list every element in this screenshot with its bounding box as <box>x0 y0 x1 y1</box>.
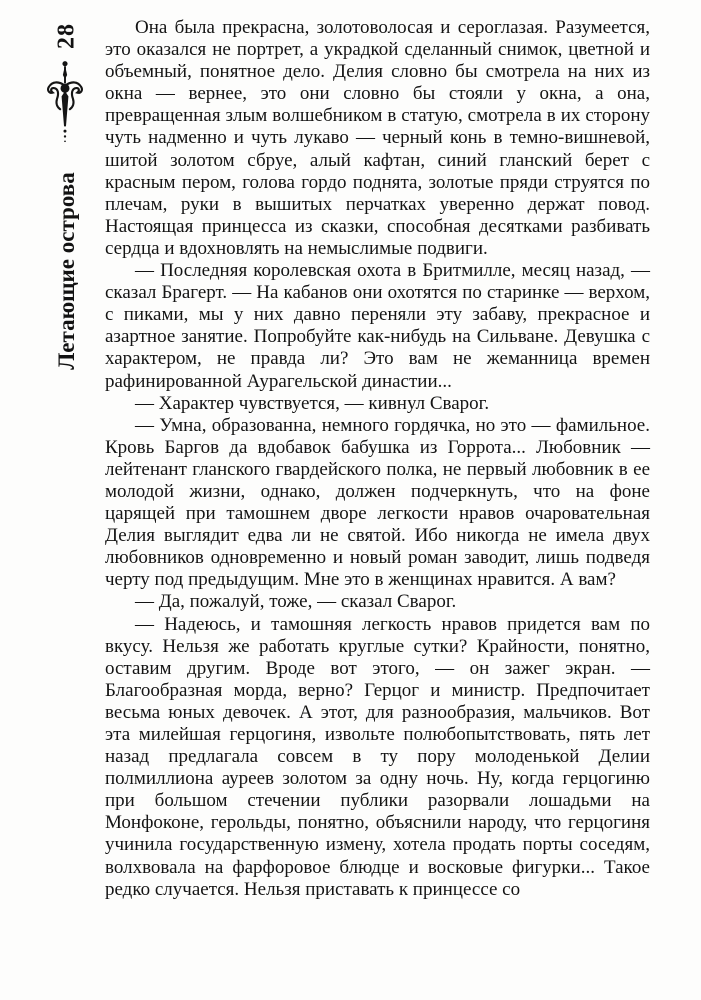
paragraph: — Умна, образованна, немного гордячка, но это — фамильное. Кровь Баргов да вдобавок бабушка из Горрота... Любовник — лейтенант гланского гвардейского полка, не первый любовник в ее молодой жизни, однако, должен подчеркнуть, что на фоне царящей при тамошнем дворе легкости нравов очаровательная Делия выглядит едва ли не святой. Ибо никогда не имела двух любовников одновременно и новый роман заводит, лишь подведя черту под предыдущим. Мне это в женщинах нравится. А вам? <box>105 414 650 591</box>
page-number: 28 <box>53 23 80 49</box>
paragraph: — Да, пожалуй, тоже, — сказал Сварог. <box>135 591 457 613</box>
paragraph: — Надеюсь, и тамошняя легкость нравов придется вам по вкусу. Нельзя же работать круглые сутки? Крайности, понятно, оставим другим. Вроде вот этого, — он зажег экран. — Благообразная морда, верно? Герцог и министр. Предпочитает весьма юных девочек. А этот, для разнообразия, мальчиков. Вот эта милейшая герцогиня, извольте полюбопытствовать, пять лет назад предлагала совсем в ту пору молоденькой Делии полмиллиона ауреев золотом за одну ночь. Ну, когда герцогиню при большом стечении публики разорвали лошадьми на Монфоконе, герольды, понятно, объяснили народу, что герцогиня учинила государственную измену, хотела продать порты соседям, волхвовала на фарфоровое блюдце и восковые фигурки... Такое редко случается. Нельзя приставать к принцессе со <box>105 613 650 900</box>
left-margin <box>0 0 100 1000</box>
running-title: Летающие острова <box>54 172 79 370</box>
dagger-ornament-icon <box>42 60 88 152</box>
paragraph: Она была прекрасна, золотоволосая и сероглазая. Разумеется, это оказался не портрет, а украдкой сделанный снимок, цветной и объемный, понятное дело. Делия словно бы смотрела на них из окна — вернее, это они словно бы стояли у окна, а она, превращенная злым волшебником в статую, смотрела в их сторону чуть надменно и чуть лукаво — черный конь в темно-вишневой, шитой золотом сбруе, алый кафтан, синий гланский берет с красным пером, голова гордо поднята, золотые пряди струятся по плечам, руки в вышитых перчатках уверенно держат повод. Настоящая принцесса из сказки, способная десятками разбивать сердца и вдохновлять на немыслимые подвиги. <box>105 17 650 259</box>
paragraph: — Последняя королевская охота в Бритмилле, месяц назад, — сказал Брагерт. — На кабанов они охотятся по старинке — верхом, с пиками, мы у них давно переняли эту забаву, прекрасное и азартное занятие. Попробуйте как-нибудь на Сильване. Девушка с характером, не правда ли? Это вам не жеманница времен рафинированной Аурагельской династии... <box>105 260 650 392</box>
paragraph: — Характер чувствуется, — кивнул Сварог. <box>135 392 490 414</box>
body-text <box>105 17 650 901</box>
